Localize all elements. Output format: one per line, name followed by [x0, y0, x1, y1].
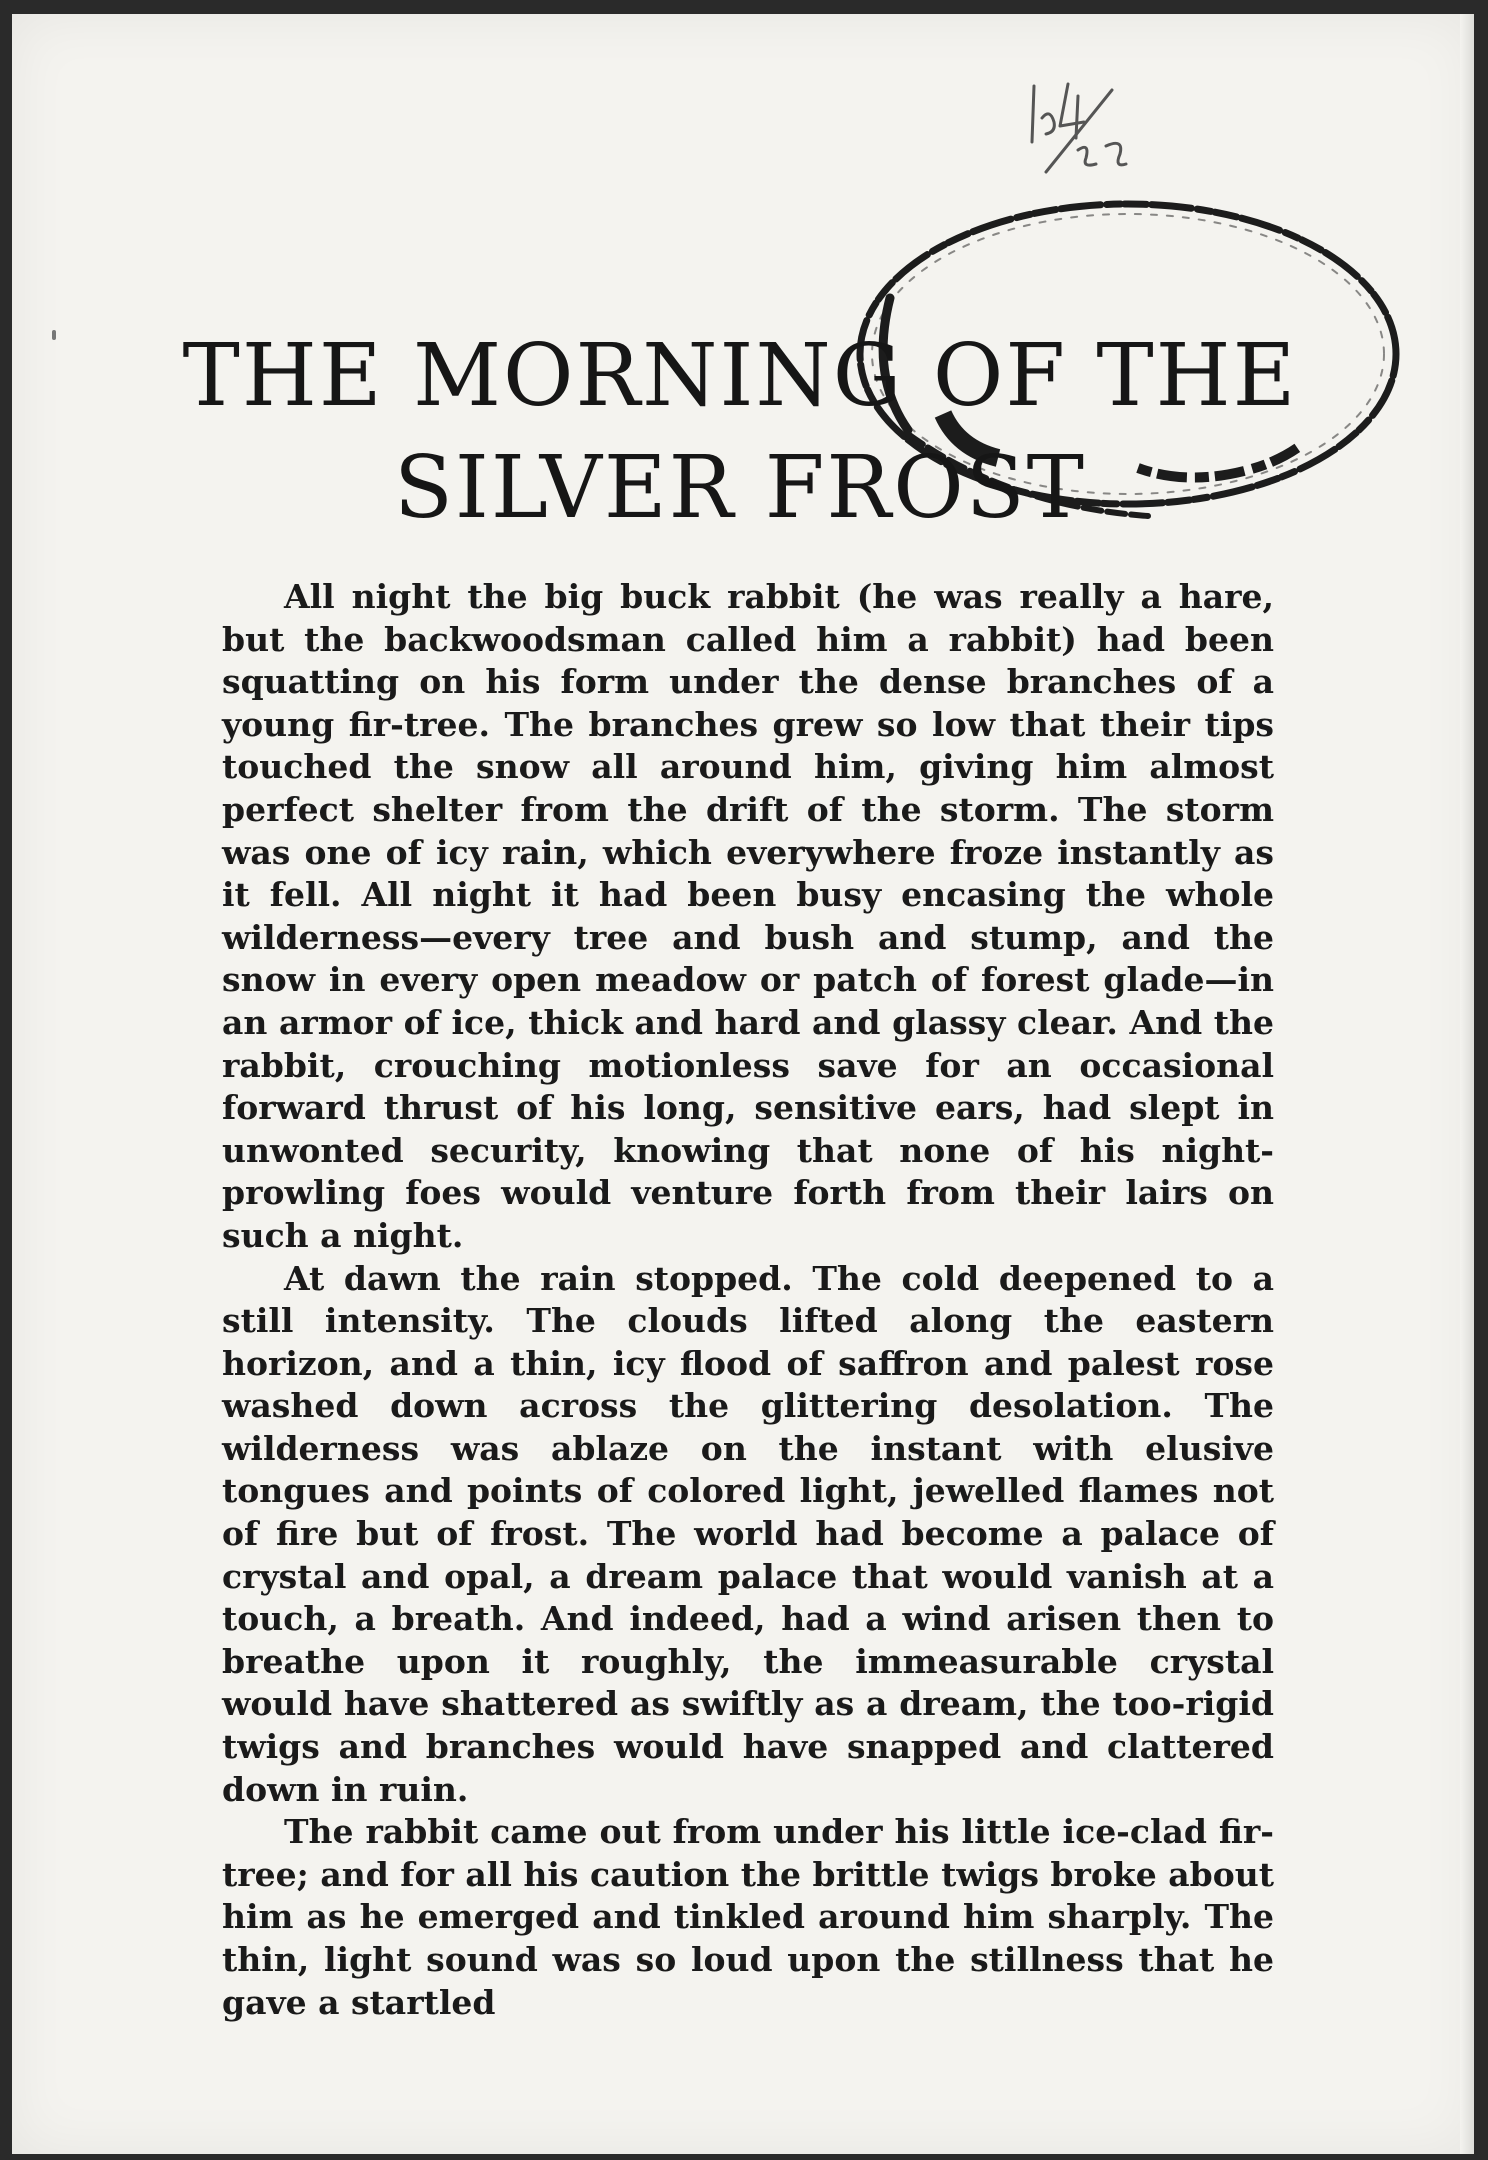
- stray-mark: [52, 330, 56, 340]
- handwritten-annotation: [1020, 72, 1150, 182]
- title-line-1: THE MORNING OF THE: [182, 326, 1298, 426]
- title-line-2: SILVER FROST: [394, 438, 1086, 538]
- paragraph-2: At dawn the rain stopped. The cold deepened to a still intensity. The clouds lifted along the eastern horizon, and a thin, icy flood of saffron and palest rose washed down across the glittering desolation. The wilderness was ablaze on the instant with elusive tongues and points of colored light, jewelled flames not of fire but of frost. The world had become a palace of crystal and opal, a dream palace that would vanish at a touch, a breath. And indeed, had a wind arisen then to breathe upon it roughly, the immeasurable crystal would have shattered as swiftly as a dream, the too-rigid twigs and branches would have snapped and clattered down in ruin.: [222, 1258, 1274, 1809]
- paragraph-3: The rabbit came out from under his little ice-clad fir-tree; and for all his caution the brittle twigs broke about him as he emerged and tinkled around him sharply. The thin, light sound was so loud upon the stillness that he gave a startled: [222, 1812, 1274, 2022]
- story-body: [222, 576, 1274, 2024]
- page-title: [150, 320, 1330, 544]
- paragraph-1: All night the big buck rabbit (he was really a hare, but the backwoodsman called him a rabbit) had been squatting on his form under the dense branches of a young fir-tree. The branches grew so low that their tips touched the snow all around him, giving him almost perfect shelter from the drift of the storm. The storm was one of icy rain, which everywhere froze instantly as it fell. All night it had been busy encasing the whole wilderness—every tree and bush and stump, and the snow in every open meadow or patch of forest glade—in an armor of ice, thick and hard and glassy clear. And the rabbit, crouching motionless save for an occasional forward thrust of his long, sensitive ears, had slept in unwonted security, knowing that none of his night-prowling foes would venture forth from their lairs on such a night.: [222, 577, 1274, 1255]
- page-edge: [1460, 14, 1474, 2154]
